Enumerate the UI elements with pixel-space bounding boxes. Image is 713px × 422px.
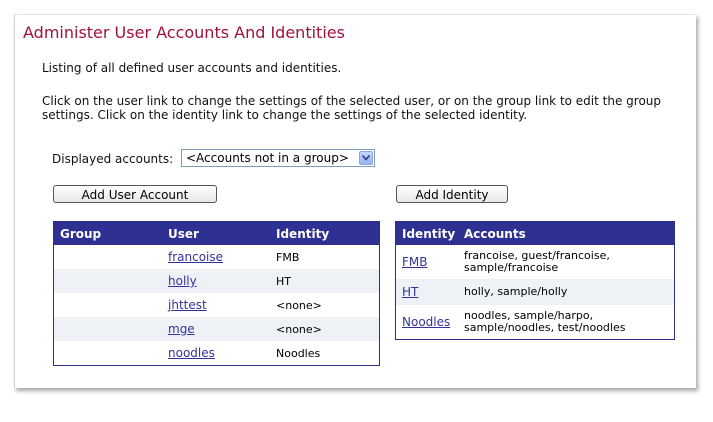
displayed-accounts-label: Displayed accounts: [52,152,174,166]
page-title: Administer User Accounts And Identities [23,23,345,42]
accounts-cell: francoise, guest/francoise, sample/francoise [458,245,675,279]
identity-cell: <none> [270,317,380,341]
table-row [396,279,675,305]
user-cell [162,293,270,317]
accounts-cell: holly, sample/holly [458,279,675,305]
table-row [54,269,380,293]
intro-text: Listing of all defined user accounts and identities. [42,61,342,75]
table-row [54,341,380,366]
main-panel [14,14,696,388]
user-cell [162,269,270,293]
user-cell [162,341,270,366]
identity-cell [396,279,459,305]
add-identity-button[interactable]: Add Identity [396,185,508,203]
header-identity: Identity [270,222,380,246]
user-cell [162,245,270,269]
group-cell [54,245,163,269]
identity-link-fmb[interactable]: FMB [402,255,428,269]
header-user: User [162,222,270,246]
user-link-holly[interactable]: holly [168,274,197,288]
table-row [54,245,380,269]
group-cell [54,317,163,341]
help-text: Click on the user link to change the settings of the selected user, or on the group link to edit the group settings. Click on the identity link to change the settings of the selected identity. [42,94,662,122]
table-row [396,305,675,340]
table-row [396,245,675,279]
users-table-header [54,222,380,246]
header-group: Group [54,222,163,246]
identity-link-ht[interactable]: HT [402,285,419,299]
group-cell [54,293,163,317]
identities-table [395,221,675,340]
users-table [53,221,380,366]
chevron-down-icon[interactable] [359,151,373,165]
table-row [54,293,380,317]
identity-cell [396,245,459,279]
selected-option: <Accounts not in a group> [186,151,349,165]
user-link-francoise[interactable]: francoise [168,250,224,264]
displayed-accounts-select[interactable] [181,149,375,167]
group-cell [54,269,163,293]
identity-cell: <none> [270,293,380,317]
identity-cell: HT [270,269,380,293]
header-accounts: Accounts [458,222,675,246]
add-user-account-button[interactable]: Add User Account [53,185,217,203]
identity-cell [396,305,459,340]
identity-cell: Noodles [270,341,380,366]
group-cell [54,341,163,366]
table-row [54,317,380,341]
user-link-noodles[interactable]: noodles [168,346,215,360]
identity-link-noodles[interactable]: Noodles [402,315,451,329]
user-link-mge[interactable]: mge [168,322,195,336]
accounts-cell: noodles, sample/harpo, sample/noodles, test/noodles [458,305,675,340]
header-identity: Identity [396,222,459,246]
user-link-jhttest[interactable]: jhttest [168,298,207,312]
identity-cell: FMB [270,245,380,269]
user-cell [162,317,270,341]
identities-table-header [396,222,675,246]
